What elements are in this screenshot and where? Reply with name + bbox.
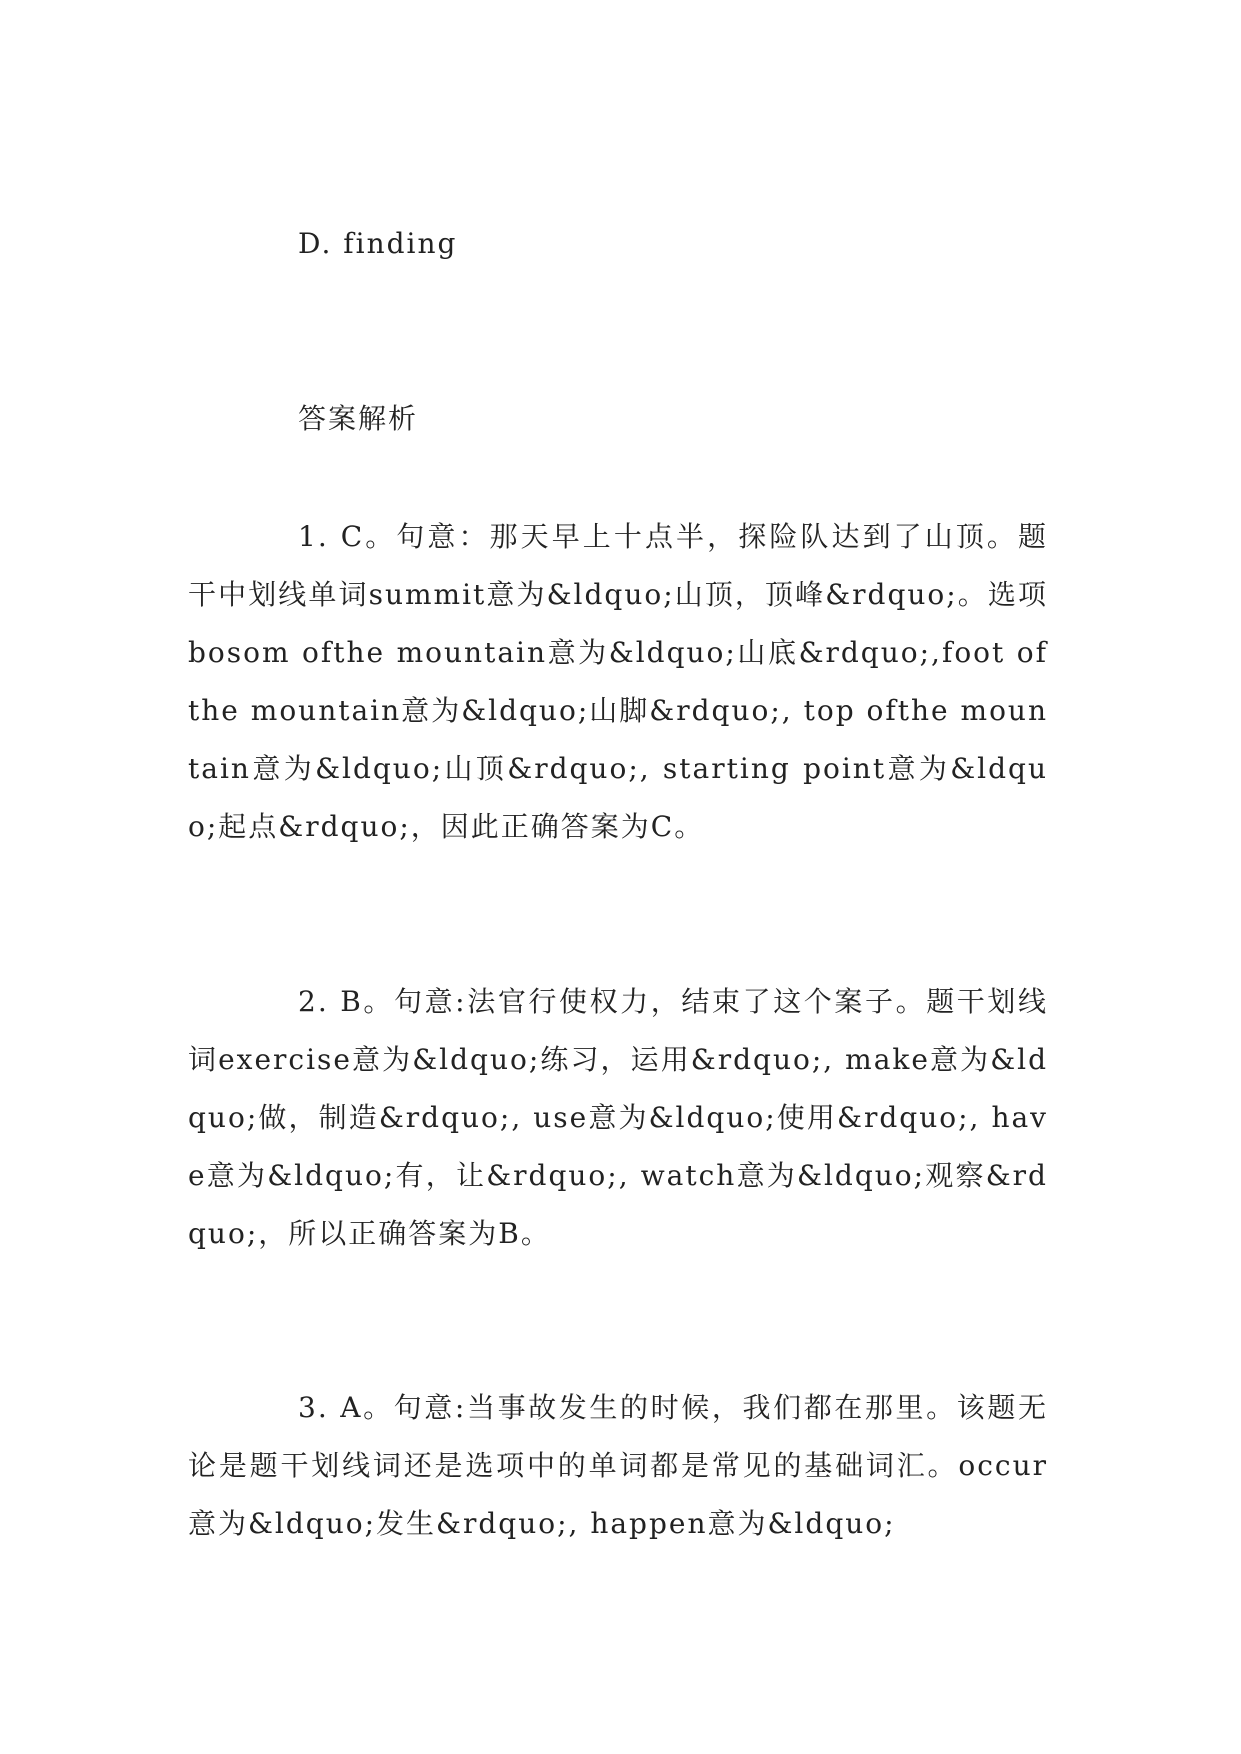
section-heading: 答案解析 <box>298 402 419 435</box>
option-d: D. finding <box>298 227 458 260</box>
answer-paragraph-1: 1. C。句意：那天早上十点半，探险队达到了山顶。题干中划线单词summit意为&ldquo;山顶，顶峰&rdquo;。选项bosom ofthe mountain意为&ldquo;山底&rdquo;,foot ofthe mountain意为&ldquo;山脚&rdquo;, top ofthe mountain意为&ldquo;山顶&rdquo;, starting point意为&ldquo;起点&rdquo;，因此正确答案为C。 <box>188 520 1048 843</box>
answer-paragraph-2: 2. B。句意:法官行使权力，结束了这个案子。题干划线词exercise意为&ldquo;练习，运用&rdquo;, make意为&ldquo;做，制造&rdquo;, use意为&ldquo;使用&rdquo;, have意为&ldquo;有，让&rdquo;, watch意为&ldquo;观察&rdquo;，所以正确答案为B。 <box>188 985 1048 1250</box>
answer-paragraph-3: 3. A。句意:当事故发生的时候，我们都在那里。该题无论是题干划线词还是选项中的单词都是常见的基础词汇。occur意为&ldquo;发生&rdquo;, happen意为&ldquo; <box>188 1391 1048 1540</box>
